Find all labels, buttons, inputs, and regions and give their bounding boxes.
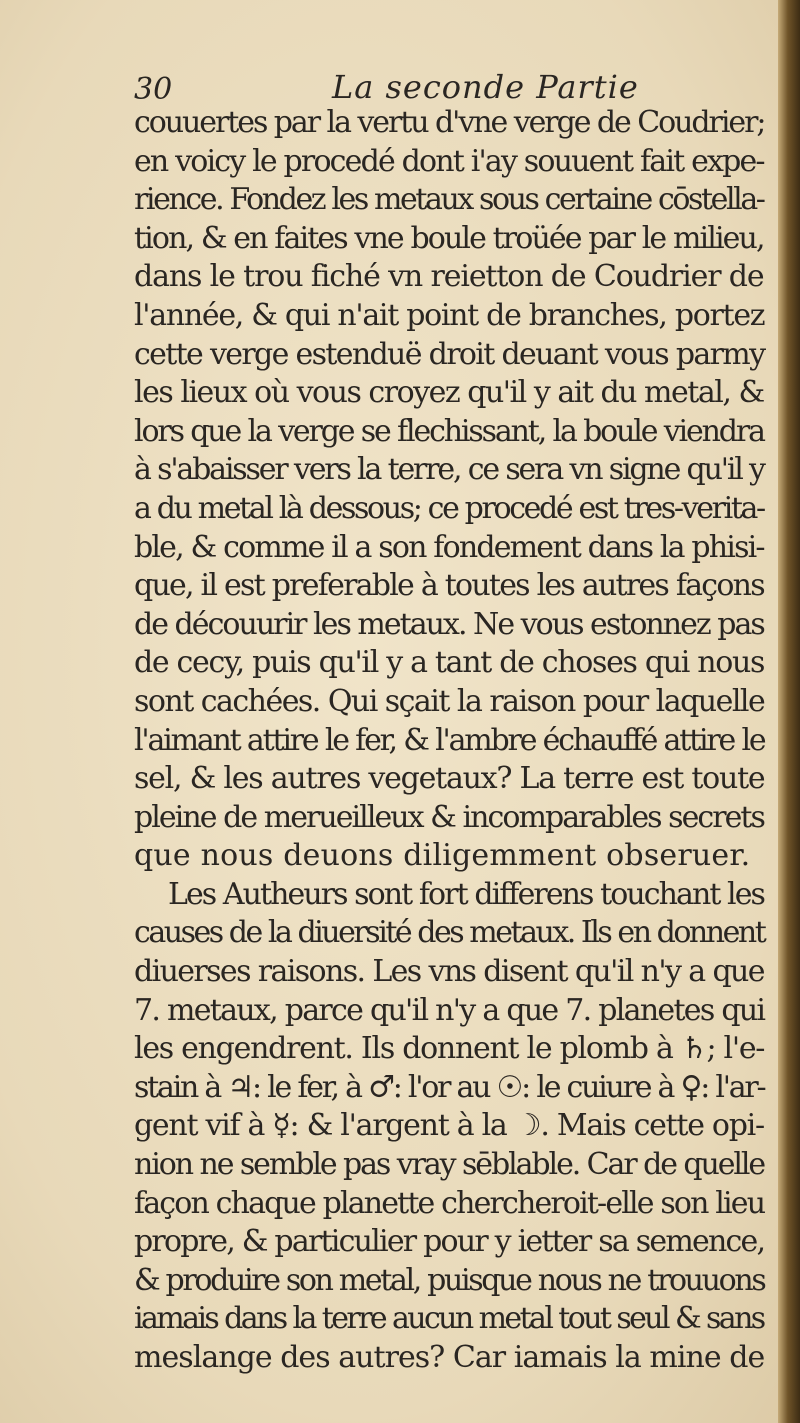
- text-line: façon chaque planette chercheroit-elle son lieu: [134, 1185, 765, 1221]
- text-line: dans le trou fiché vn reietton de Coudrier de: [134, 259, 764, 295]
- text-line: l'année, & qui n'ait point de branches, portez: [134, 297, 765, 333]
- text-line: cette verge estenduë droit deuant vous parmy: [134, 336, 765, 372]
- text-line: pleine de merueilleux & incomparables secrets: [134, 799, 764, 835]
- text-line: meslange des autres? Car iamais la mine de: [134, 1340, 765, 1375]
- text-line: les engendrent. Ils donnent le plomb à ♄; l'e-: [134, 1031, 765, 1067]
- text-line: de cecy, puis qu'il y a tant de choses qui nous: [134, 645, 765, 681]
- text-line: sel, & les autres vegetaux? La terre est toute: [134, 761, 765, 797]
- text-line: les lieux où vous croyez qu'il y ait du metal, &: [134, 375, 764, 411]
- text-line: ble, & comme il a son fondement dans la phisi-: [134, 529, 764, 565]
- page-number: 30: [134, 72, 173, 107]
- text-line: en voicy le procedé dont i'ay souuent fait expe-: [134, 143, 764, 179]
- page-spine-shadow: [778, 0, 800, 1423]
- text-line: a du metal là dessous; ce procedé est tres-verita-: [134, 490, 764, 526]
- text-line: sont cachées. Qui sçait la raison pour laquelle: [134, 683, 765, 719]
- text-line: lors que la verge se flechissant, la boule viendra: [134, 413, 764, 449]
- text-line: diuerses raisons. Les vns disent qu'il n'y a que: [134, 954, 764, 990]
- text-line: stain à ♃: le fer, à ♂: l'or au ☉: le cuiure à ♀: l'ar-: [134, 1069, 765, 1105]
- text-line: iamais dans la terre aucun metal tout seul & sans: [134, 1301, 764, 1337]
- body-text: [134, 104, 764, 1378]
- text-line: rience. Fondez les metaux sous certaine cōstella-: [134, 182, 764, 218]
- text-line: à s'abaisser vers la terre, ce sera vn signe qu'il y: [134, 452, 764, 488]
- text-line: que nous deuons diligemment obseruer.: [134, 838, 751, 874]
- text-line: causes de la diuersité des metaux. Ils en donnent: [134, 915, 765, 951]
- text-line: propre, & particulier pour y ietter sa semence,: [134, 1224, 765, 1260]
- text-line: gent vif à ☿: & l'argent à la ☽. Mais cette opi-: [134, 1108, 764, 1144]
- text-line: l'aimant attire le fer, & l'ambre échauffé attire le: [134, 722, 765, 758]
- text-line: tion, & en faites vne boule troüée par le milieu,: [134, 220, 764, 256]
- paragraph-start-line: Les Autheurs sont fort differens touchant les: [168, 876, 764, 912]
- text-line: que, il est preferable à toutes les autres façons: [134, 568, 764, 604]
- text-line: 7. metaux, parce qu'il n'y a que 7. planetes qui: [134, 992, 765, 1028]
- running-title: La seconde Partie: [332, 68, 639, 106]
- text-line: & produire son metal, puisque nous ne trouuons: [134, 1262, 765, 1298]
- text-line: de découurir les metaux. Ne vous estonnez pas: [134, 606, 764, 642]
- text-line: nion ne semble pas vray sēblable. Car de quelle: [134, 1147, 765, 1183]
- text-line: couuertes par la vertu d'vne verge de Coudrier;: [134, 105, 765, 140]
